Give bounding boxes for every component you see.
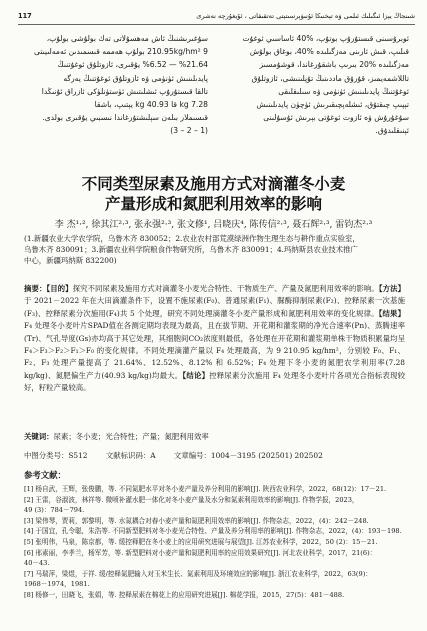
keywords-text: 尿素；冬小麦；光合特性；产量；氮肥利用效率 <box>53 432 209 441</box>
affiliation-line: (1.新疆农业大学农学院，乌鲁木齐 830052；2.农业农村部荒漠绿洲作物生理生态与耕作重点实验室， <box>24 234 360 243</box>
reference-item: [1] 杨自武，王辉，张俊鹏，等. 不同氮肥水平对冬小麦产量及养分利用的影响[J]. 陕西农业科学，2022，68(12)：17－21. <box>24 485 387 493</box>
uyghur-line: سۇغۇرۇش ۋە ئازوت ئوغۇتى بېرىش ئۇسۇلىنى <box>263 113 409 123</box>
uyghur-line: قىسىملار بىلەن سېلىشتۇرغاندا نىسبىي يۇقىرى بولدى. <box>42 113 208 123</box>
reference-item: [5] 张明伟，马泉，陈京都，等. 缓控释肥在冬小麦上的应用研究进展与展望[J]. 江苏农业科学，2022，50 (2)：15－21. <box>24 537 378 546</box>
uyghur-text-block <box>26 32 409 165</box>
references-list <box>24 484 405 601</box>
reference-item: [6] 邢素丽，李孝兰，杨军芳，等. 新型肥料对小麦产量和氮肥利用率的应用效果研究[J]. 河北农业科学，2017，21(6)： <box>24 548 377 557</box>
uyghur-line: تېپىپ چىقتۇق، ئىشلەپچىقىرىش ئۈچۈن پايدىلىنىش <box>256 100 409 110</box>
document-code: 文献标识码：A <box>105 451 156 460</box>
reference-item: [3] 梁伟琴，贾莉，郭黎明，等. 水氮耦合对春小麦产量和氮肥利用效率的影响[J]. 作物杂志，2022，(4)：242－248. <box>24 516 369 525</box>
keywords <box>24 431 405 443</box>
classification-info <box>24 450 405 461</box>
uyghur-line: ئوبرۇسىنى قىستۇرۇپ بوتۇپ، %40 ئاساسىي ئوغۇت <box>242 34 409 43</box>
uyghur-column-right <box>227 32 409 138</box>
uyghur-line: %21.64 — %6.52 يۇقىرى، ئازوتلۇق ئوغۇتنىڭ <box>57 60 208 70</box>
article-number: 文章编号：1004－3195 (202501) 202502 <box>173 451 323 460</box>
uyghur-line: تاللاشمەيمىز، قۇرۇق ماددىنىڭ تۇپلىنىشى، ئازوتلۇق <box>251 73 409 83</box>
article-title-line-1: 不同类型尿素及施用方式对滴灌冬小麦 <box>81 174 346 193</box>
affiliation-line: 中心，新疆玛纳斯 832200) <box>24 256 117 265</box>
uyghur-line: ئېنىقلىدۇق. <box>375 126 409 136</box>
reference-item: 49 (3)：784－794. <box>24 506 85 515</box>
uyghur-line: تالقا قىستۇرۇپ ئىشلىتىش ئۈستۈنلۈكى ئازراق ئۇنىڭدا <box>41 86 208 96</box>
reference-item: [7] 马瑞萍，梁煜，于祥. 缓/控释氮肥输入对玉米生长、氮素利用及环境效应的影响[J]. 浙江农业科学，2022，63(9)： <box>24 569 372 578</box>
page-number: 117 <box>18 12 32 20</box>
objective-label: 【目的】 <box>46 284 73 293</box>
reference-item: 1968－1974，1981. <box>24 580 90 589</box>
result-label: 【结果】 <box>378 308 405 318</box>
method-label: 【方法】 <box>378 284 405 293</box>
running-header <box>18 10 415 25</box>
method-text: 于 2021－2022 年在大田滴灌条件下，设置不施尿素(F₀)、普通尿素(F₁)、脲酶抑制尿素(F₂)、控释尿素一次基施(F₃)、控释尿素分次施用(F₄)共 5 个处理，研究不同处理滴灌冬小麦产量形成和氮肥利用效率的变化规律。 <box>24 296 405 318</box>
clc-number: 中图分类号：S512 <box>24 451 88 460</box>
uyghur-line: 9 210.95kg/hm² بولۇپ ھەممە قىسمىدىن ئەمەلىيىتى <box>34 47 208 57</box>
affiliation-line: 乌鲁木齐 830091；3.新疆农业科学院粮食作物研究所，乌鲁木齐 830091；4.玛纳斯县农业技术推广 <box>24 245 358 254</box>
author-list: 李 杰¹·², 徐其江²·³, 张永强²·³, 张文修¹, 吕晓庆⁴, 陈传信²·³, 聂石辉²·³, 雷钧杰²·³ <box>54 220 373 230</box>
reference-item: 40－43. <box>24 559 50 568</box>
uyghur-line: قىلىپ، قىش ئارىنى مەزگىلىدە %40، بوغاق بولۇش <box>249 47 409 57</box>
uyghur-line: 7.28 kg قا 40.93 kg يېتىپ، باشقا <box>94 100 208 110</box>
abstract <box>24 283 405 395</box>
affiliations <box>24 233 405 266</box>
reference-item: [8] 杨修一，田晓飞，张娟，等. 控释尿素在棉花上的应用研究进展[J]. 棉花学报，2015，27(5)：481－488. <box>24 590 345 599</box>
result-text: F₄ 处理冬小麦叶片SPAD值在各测定期均表现为最高，且在拔节期、开花期和灌浆期的净光合速率(Pn)、蒸腾速率(Tr)、气孔导度(Gs)亦均高于其它处理，其细胞间CO₂浓度则最低，各处理在开花期和灌浆期单株干物质积累量均呈 F₄＞F₃＞F₂＞F₁＞F₀ 的变化规律。不同处理滴灌产量以 F₄ 处理最高，为 9 210.95 kg/hm²，分别较 F₀、F₁、F₂、F₃ 处理产量提高了 21.64%、12.52%、8.12% 和 6.52%；F₄ 处理下冬小麦的氮肥农学利用率(7.28 kg/kg)、氮肥偏生产力(40.93 kg/kg)均最大。 <box>24 321 405 380</box>
article-title-line-2: 产量形成和氮肥利用效率的影响 <box>104 194 322 213</box>
abstract-label: 摘要： <box>24 284 47 293</box>
conclusion-text: 控释尿素分次施用 F₄ 处理冬小麦叶片各项光合指标表现较好，籽粒产量较高。 <box>24 370 405 393</box>
keywords-label: 关键词： <box>24 432 54 441</box>
journal-title: شىنجاڭ يېزا ئىگىلىك ئىلمى ۋە تېخنىكا ئۇنىۋېرسىتېتى تەتقىقاتى ، ئۇيغۇرچە نەشرى <box>196 12 415 20</box>
reference-item: [4] 于国宜，孔令聪，朱浩等. 不同新型肥料对冬小麦光合特性、产量及养分利用率的影响[J]. 作物杂志，2022，(4)：193－198. <box>24 527 402 536</box>
uyghur-line: مەزگىلىدە %20 بىرىپ باشقۇرغاندا، قوشۇمسىز <box>259 60 409 70</box>
references-heading: 参考文献： <box>24 470 66 480</box>
uyghur-line: (1 – 2 – 3) <box>170 126 208 136</box>
reference-item: [2] 王雷，谷淑波，林祥等. 微喷补灌水肥一体化对冬小麦产量及水分和氮素利用效率的影响[J]. 作物学报，2023， <box>24 495 359 504</box>
conclusion-label: 【结论】 <box>182 370 210 380</box>
objective-text: 探究不同尿素及施用方式对滴灌冬小麦光合特性、干物质生产、产量及氮肥利用效率的影响。 <box>72 284 379 293</box>
uyghur-line: سۇغىرىشنىڭ ئاش مەھسۇلاتى تەك بولۇشى بولۇپ، <box>46 34 208 43</box>
uyghur-line: پايدىلىنىش ئۈنۈمى ۋە ئازوتلۇق ئوغۇتنىڭ يەرگە <box>63 73 208 83</box>
uyghur-line: ئوغۇتنىڭ پايدىلىنىش ئۈنۈمى ۋە سىلىقلىقى <box>278 86 409 96</box>
uyghur-column-left <box>26 32 208 138</box>
